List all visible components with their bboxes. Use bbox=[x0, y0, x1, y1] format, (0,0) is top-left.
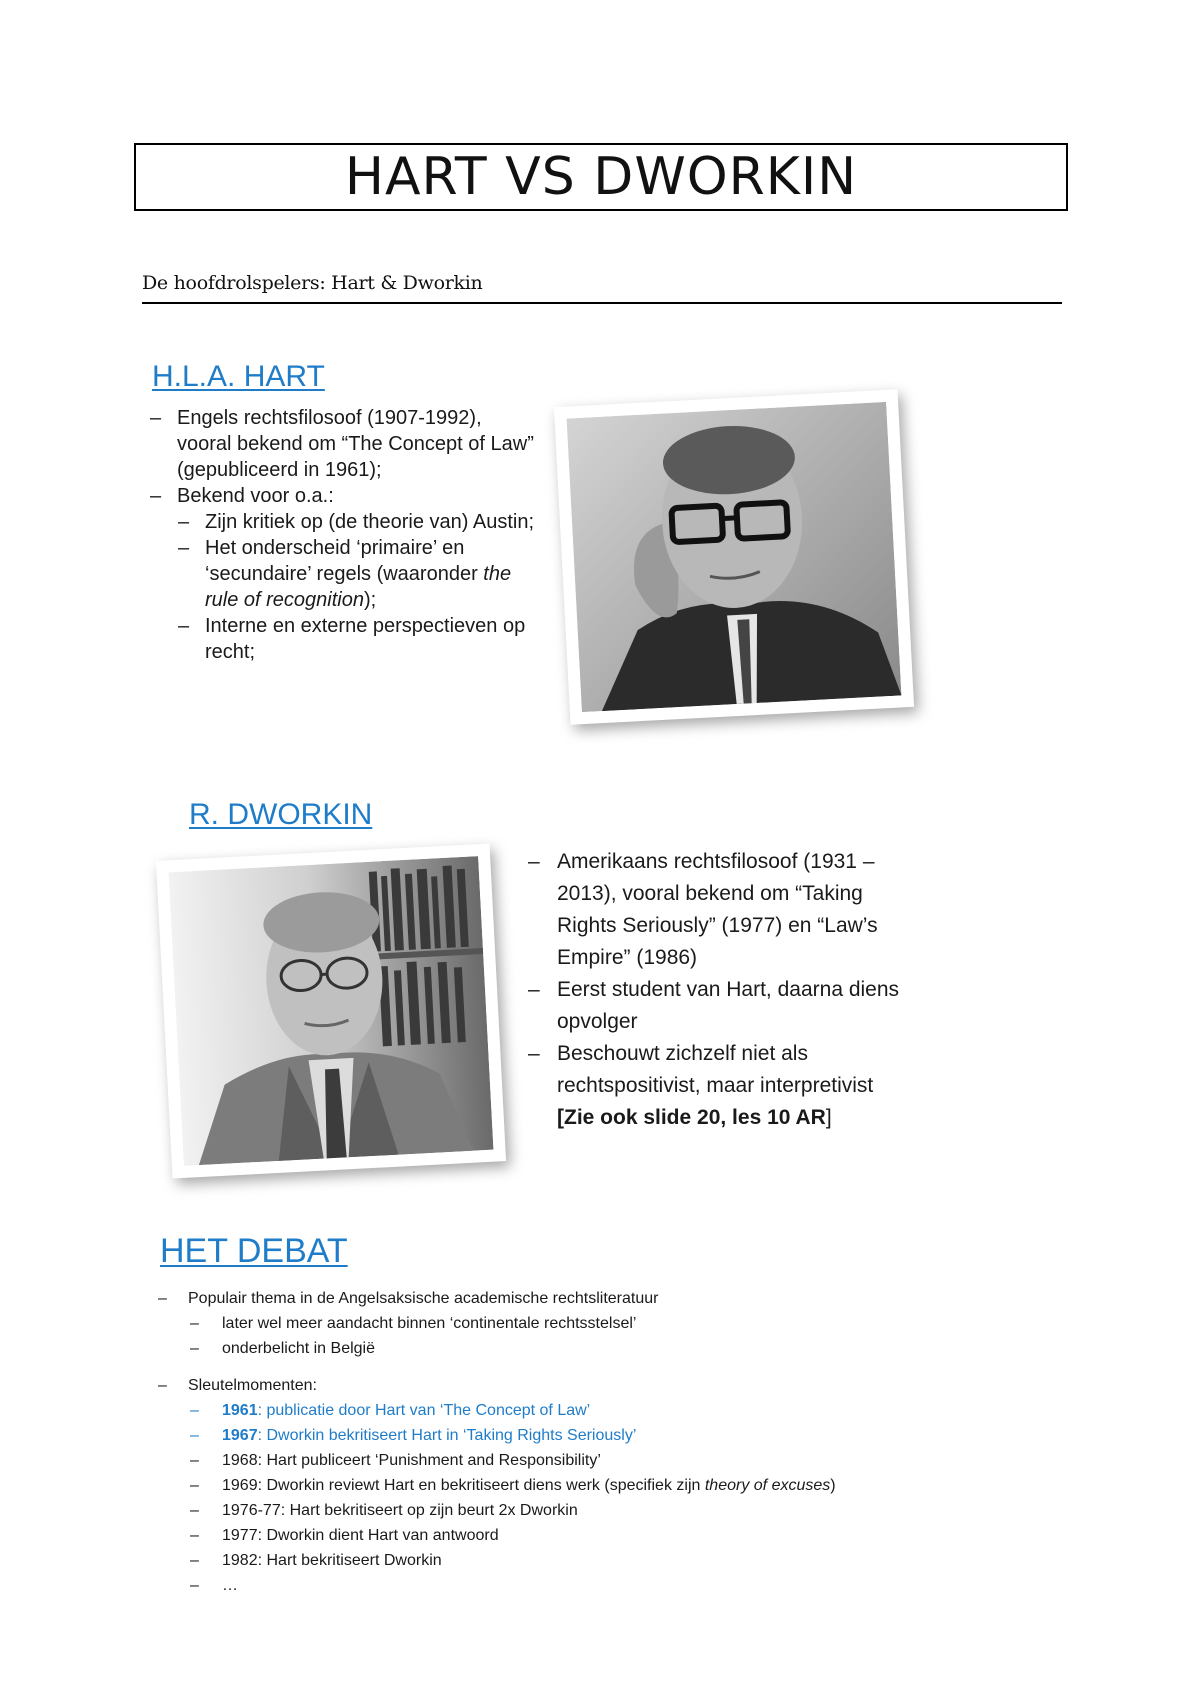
list-item: – onderbelicht in België bbox=[158, 1336, 918, 1361]
list-item: – Populair thema in de Angelsaksische academische rechtsliteratuur bbox=[158, 1286, 918, 1311]
list-item: – 1977: Dworkin dient Hart van antwoord bbox=[158, 1523, 918, 1548]
slide-reference: [Zie ook slide 20, les 10 AR bbox=[557, 1106, 826, 1129]
dash-icon: – bbox=[158, 1377, 167, 1394]
dash-icon: – bbox=[190, 1527, 199, 1544]
hart-photo bbox=[554, 389, 914, 725]
list-item: – 1967: Dworkin bekritiseert Hart in ‘Taking Rights Seriously’ bbox=[158, 1423, 918, 1448]
dash-icon: – bbox=[190, 1402, 199, 1419]
list-item: – Sleutelmomenten: bbox=[158, 1373, 918, 1398]
hart-heading: H.L.A. HART bbox=[152, 360, 325, 393]
dash-icon: – bbox=[190, 1452, 199, 1469]
debate-bullet-list bbox=[158, 1286, 918, 1598]
dash-icon: – bbox=[190, 1477, 199, 1494]
list-item: – 1982: Hart bekritiseert Dworkin bbox=[158, 1548, 918, 1573]
rule-of-recognition-text: the rule of recognition bbox=[205, 563, 512, 611]
list-item: – Zijn kritiek op (de theorie van) Austin; bbox=[178, 511, 535, 533]
dash-icon: – bbox=[178, 511, 190, 533]
list-item: – 1976-77: Hart bekritiseert op zijn beurt 2x Dworkin bbox=[158, 1498, 918, 1523]
dash-icon: – bbox=[190, 1427, 199, 1444]
dash-icon: – bbox=[178, 615, 190, 637]
section-subheading: De hoofdrolspelers: Hart & Dworkin bbox=[142, 272, 1062, 304]
dash-icon: – bbox=[178, 537, 190, 559]
portrait-photo-icon bbox=[567, 402, 902, 712]
list-item: – 1961: publicatie door Hart van ‘The Concept of Law’ bbox=[158, 1398, 918, 1423]
list-item: – 1969: Dworkin reviewt Hart en bekritiseert diens werk (specifiek zijn theory of excuses) bbox=[158, 1473, 918, 1498]
list-item: – Interne en externe perspectieven op recht; bbox=[178, 615, 526, 663]
dworkin-heading: R. DWORKIN bbox=[189, 798, 373, 831]
dash-icon: – bbox=[190, 1552, 199, 1569]
dash-icon: – bbox=[150, 485, 162, 507]
list-item: – Engels rechtsfilosoof (1907-1992), vooral bekend om “The Concept of Law” (gepubliceerd in 1961); bbox=[150, 407, 534, 481]
debate-heading: HET DEBAT bbox=[160, 1232, 348, 1270]
list-item: – later wel meer aandacht binnen ‘continentale rechtsstelsel’ bbox=[158, 1311, 918, 1336]
dash-icon: – bbox=[528, 1042, 540, 1065]
dash-icon: – bbox=[190, 1502, 199, 1519]
dworkin-bullet-list bbox=[528, 846, 918, 1134]
dash-icon: – bbox=[150, 407, 162, 429]
dash-icon: – bbox=[158, 1290, 167, 1307]
list-item: – 1968: Hart publiceert ‘Punishment and Responsibility’ bbox=[158, 1448, 918, 1473]
document-title: HART VS DWORKIN bbox=[344, 147, 858, 207]
list-item: – Het onderscheid ‘primaire’ en ‘secundaire’ regels (waaronder the rule of recognition); bbox=[178, 537, 512, 611]
list-item: – … bbox=[158, 1573, 918, 1598]
portrait-photo-icon bbox=[169, 856, 494, 1166]
dash-icon: – bbox=[528, 850, 540, 873]
dash-icon: – bbox=[190, 1315, 199, 1332]
list-item: – Amerikaans rechtsfilosoof (1931 – 2013), vooral bekend om “Taking Rights Seriously” (1977) en “Law’s Empire” (1986) bbox=[528, 846, 918, 974]
document-title-box bbox=[134, 143, 1068, 211]
dash-icon: – bbox=[528, 978, 540, 1001]
dash-icon: – bbox=[190, 1340, 199, 1357]
hart-bullet-list bbox=[150, 405, 540, 665]
dworkin-photo bbox=[156, 843, 506, 1178]
list-spacer bbox=[158, 1361, 918, 1373]
list-item: – Eerst student van Hart, daarna diens opvolger bbox=[528, 974, 918, 1038]
list-item: – Bekend voor o.a.: bbox=[150, 485, 334, 507]
list-item: – Beschouwt zichzelf niet als rechtspositivist, maar interpretivist [Zie ook slide 20, les 10 AR] bbox=[528, 1038, 918, 1134]
dash-icon: – bbox=[190, 1577, 199, 1594]
